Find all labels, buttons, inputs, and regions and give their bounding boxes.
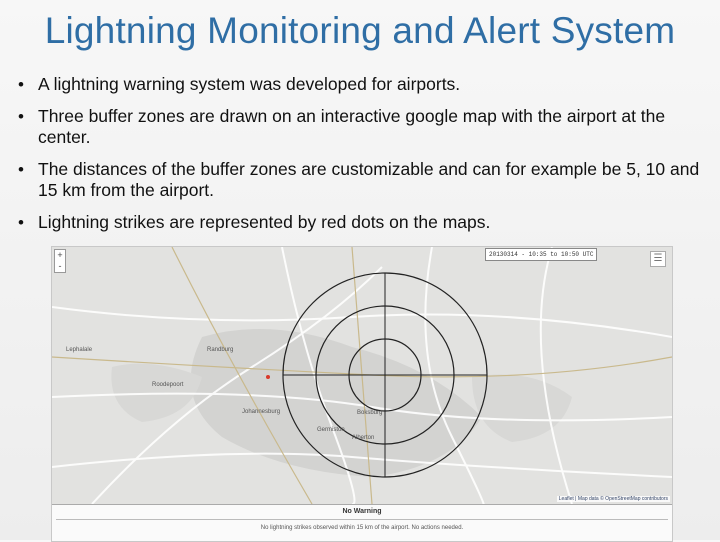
bullet-text: Three buffer zones are drawn on an interactive google map with the airport at the center. [38,106,666,147]
slide-title: Lightning Monitoring and Alert System [44,10,676,51]
bullet-text: Lightning strikes are represented by red dots on the maps. [38,212,491,232]
bullet-text: The distances of the buffer zones are customizable and can for example be 5, 10 and 15 km from the airport. [38,159,700,200]
map-label-town: Alberton [352,435,375,441]
zoom-in-button[interactable]: + [57,250,63,260]
bullet-icon: • [18,75,24,94]
map-label-town: Johannesburg [242,409,281,415]
divider [56,519,668,520]
layers-icon[interactable]: ☰ [650,251,666,267]
bullet-text: A lightning warning system was developed for airports. [38,74,461,94]
map-label-town: Boksburg [357,410,383,416]
alert-status-title: No Warning [342,508,382,515]
bullet-item [18,212,708,233]
bullet-icon: • [18,107,24,126]
lightning-strike-dot [266,375,270,379]
zoom-out-button[interactable]: - [58,261,62,271]
bullet-item [18,159,708,201]
bullet-item [18,106,708,148]
map-label-town: Randburg [207,347,234,353]
map-attribution[interactable]: Leaflet | Map data © OpenStreetMap contributors [558,496,668,502]
bullet-icon: • [18,213,24,232]
alert-status-message: No lightning strikes observed within 15 km of the airport. No actions needed. [260,525,464,531]
map-label-town: Roodepoort [152,382,184,388]
map-canvas[interactable] [52,247,672,504]
map-label-town: Lephalale [66,347,93,353]
map-label-town: Germiston [317,427,345,433]
bullet-item [18,74,708,95]
bullet-icon: • [18,160,24,179]
lightning-map[interactable] [51,246,673,542]
zoom-control[interactable] [54,249,66,273]
time-range-label: 20130314 - 10:35 to 10:50 UTC [485,248,597,261]
bullet-list [18,74,708,244]
alert-status-panel [52,504,672,542]
